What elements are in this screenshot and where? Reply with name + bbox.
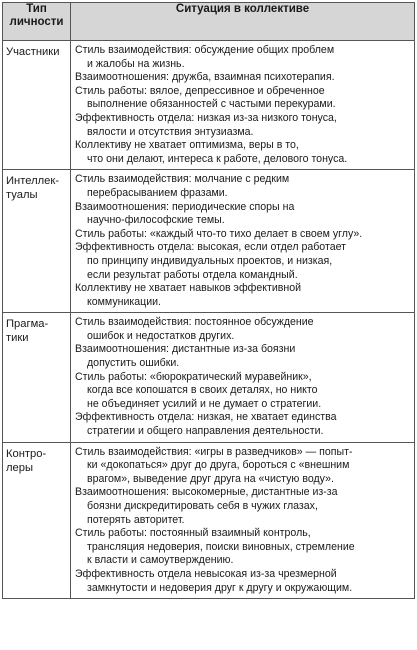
header-type: Тип личности xyxy=(3,3,71,41)
situation-line: Стиль работы: вялое, депрессивное и обреченное выполнение обязанностей с частыми перекурами. xyxy=(75,84,336,111)
table-row xyxy=(3,41,415,170)
situation-cell xyxy=(71,170,415,313)
situation-line: Стиль взаимодействия: «игры в разведчиков» — попыт- ки «докопаться» друг до друга, бороться с «внешним врагом», выведение друг друга на «чистую воду». xyxy=(75,445,353,485)
type-cell xyxy=(3,41,71,170)
personality-situation-table xyxy=(2,2,415,599)
situation-line: Эффективность отдела: высокая, если отдел работает по принципу индивидуальных проектов, и низкая, если результат работы отдела командный. xyxy=(75,241,346,281)
situation-line: Коллективу не хватает оптимизма, веры в то, что они делают, интереса к работе, делового тонуса. xyxy=(75,139,348,165)
situation-line: Стиль взаимодействия: постоянное обсуждение ошибок и недостатков других. xyxy=(75,316,314,342)
situation-line: Стиль работы: постоянный взаимный контроль, трансляция недоверия, поиски виновных, стремление к власти и самоутверждению. xyxy=(75,527,355,567)
situation-line: Эффективность отдела: низкая, не хватает единства стратегии и общего направления деятельности. xyxy=(75,411,337,438)
situation-line: Взаимоотношения: дружба, взаимная психотерапия. xyxy=(75,71,335,84)
situation-line: Эффективность отдела: низкая из-за низкого тонуса, вялости и отсутствия энтузиазма. xyxy=(75,111,337,138)
type-label: Участники xyxy=(6,46,60,58)
situation-cell xyxy=(71,313,415,442)
type-label: Контро- леры xyxy=(6,447,47,474)
situation-line: Стиль взаимодействия: молчание с редким перебрасыванием фразами. xyxy=(75,173,290,199)
situation-line: Взаимоотношения: дистантные из-за боязни допустить ошибки. xyxy=(75,343,296,370)
type-label: Интеллек- туалы xyxy=(6,175,59,202)
type-cell xyxy=(3,442,71,599)
table-row xyxy=(3,170,415,313)
type-cell xyxy=(3,313,71,442)
table-row xyxy=(3,313,415,442)
situation-cell xyxy=(71,442,415,599)
situation-line: Взаимоотношения: высокомерные, дистантные из-за боязни дискредитировать себя в чужих глазах, потерять авторитет. xyxy=(75,486,338,526)
type-label: Прагма- тики xyxy=(6,318,49,345)
situation-line: Коллективу не хватает навыков эффективной коммуникации. xyxy=(75,282,302,308)
situation-line: Стиль взаимодействия: обсуждение общих проблем и жалобы на жизнь. xyxy=(75,44,335,70)
type-cell xyxy=(3,170,71,313)
situation-line: Взаимоотношения: периодические споры на научно-философские темы. xyxy=(75,200,295,227)
situation-cell xyxy=(71,41,415,170)
table-header-row xyxy=(3,3,415,41)
situation-line: Стиль работы: «бюрократический муравейник», когда все копошатся в своих деталях, но никто не объединяет усилий и не думает о стратегии. xyxy=(75,370,322,410)
table-row xyxy=(3,442,415,599)
situation-line: Эффективность отдела невысокая из-за чрезмерной замкнутости и недоверия друг к другу и окружающим. xyxy=(75,567,353,594)
header-situation: Ситуация в коллективе xyxy=(71,3,415,41)
situation-line: Стиль работы: «каждый что-то тихо делает в своем углу». xyxy=(75,227,363,240)
